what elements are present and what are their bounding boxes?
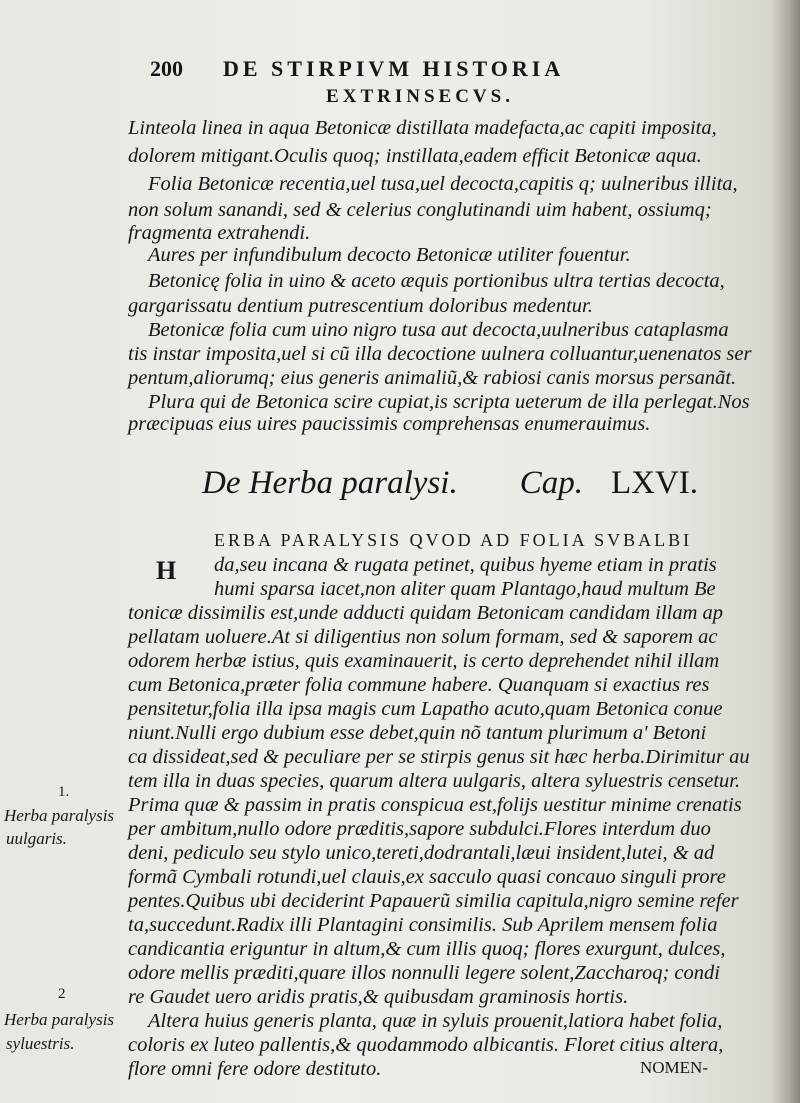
text-line: præcipuas eius uires paucissimis comprehensas enumerauimus. — [128, 413, 651, 435]
text-line: gargarissatu dentium putrescentium doloribus medentur. — [128, 295, 593, 317]
text-line: Plura qui de Betonica scire cupiat,is scripta ueterum de illa perlegat.Nos — [148, 391, 750, 413]
page-edge-shadow — [772, 0, 800, 1103]
text-line: flore omni fere odore destituto. — [128, 1058, 382, 1080]
running-head — [150, 56, 564, 82]
text-line: coloris ex luteo pallentis,& quodammodo albicantis. Floret citius altera, — [128, 1034, 724, 1056]
text-line: Aures per infundibulum decocto Betonicæ utiliter fouentur. — [148, 244, 631, 266]
text-line: pellatam uoluere.At si diligentius non solum formam, sed & saporem ac — [128, 626, 718, 648]
margin-note-number: 1. — [58, 784, 70, 800]
text-line: niunt.Nulli ergo dubium esse debet,quin nõ tantum plurimum a' Betoni — [128, 722, 707, 744]
text-line: tonicæ dissimilis est,unde adducti quidam Betonicam candidam illam ap — [128, 602, 724, 624]
margin-note-line: uulgaris. — [6, 829, 67, 848]
text-line: pentes.Quibus ubi deciderint Papauerũ similia capitula,nigro semine refer — [128, 890, 739, 912]
text-line: tis instar imposita,uel si cũ illa decoctione uulnera colluantur,uenenatos ser — [128, 343, 752, 365]
chapter-heading — [202, 465, 698, 502]
margin-note-line: Herba paralysis — [4, 1010, 115, 1029]
text-line: re Gaudet uero aridis pratis,& quibusdam graminosis hortis. — [128, 986, 629, 1008]
text-line: deni, pediculo seu stylo unico,tereti,dodrantali,læui insident,lutei, & ad — [128, 842, 715, 864]
text-line: pentum,aliorumq; eius generis animaliũ,& rabiosi canis morsus persanãt. — [128, 367, 737, 389]
margin-note-number: 2 — [58, 986, 66, 1002]
text-line: formã Cymbali rotundi,uel clauis,ex sacculo quasi concauo singuli prore — [128, 866, 726, 888]
catchword: NOMEN- — [640, 1058, 708, 1077]
text-line: Betonicæ folia cum uino nigro tusa aut decocta,uulneribus cataplasma — [148, 319, 729, 341]
text-line: Folia Betonicæ recentia,uel tusa,uel decocta,capitis q; uulneribus illita, — [148, 173, 738, 195]
text-line: candicantia eriguntur in altum,& cum illis quoq; flores exurgunt, dulces, — [128, 938, 726, 960]
opening-line: ERBA PARALYSIS QVOD AD FOLIA SVBALBI — [214, 530, 693, 550]
margin-note-line: syluestris. — [6, 1034, 75, 1053]
chapter-title: De Herba paralysi. — [202, 465, 458, 501]
text-line: ca dissideat,sed & peculiare per se stirpis genus sit hæc herba.Dirimitur au — [128, 746, 750, 768]
text-line: Prima quæ & passim in pratis conspicua est,folijs uestitur minime crenatis — [128, 794, 742, 816]
text-line: non solum sanandi, sed & celerius conglutinandi uim habent, ossiumq; — [128, 199, 712, 221]
text-line: humi sparsa iacet,non aliter quam Plantago,haud multum Be — [214, 578, 716, 600]
text-line: Altera huius generis planta, quæ in syluis prouenit,latiora habet folia, — [148, 1010, 723, 1032]
text-line: per ambitum,nullo odore præditis,sapore subdulci.Flores interdum duo — [128, 818, 711, 840]
chapter-number: LXVI. — [610, 465, 699, 501]
margin-note-line: Herba paralysis — [4, 806, 115, 825]
drop-initial: H — [156, 556, 177, 585]
running-title: DE STIRPIVM HISTORIA — [223, 56, 565, 81]
text-line: ta,succedunt.Radix illi Plantagini consimilis. Sub Aprilem mensem folia — [128, 914, 718, 936]
text-line: pensitetur,folia illa ipsa magis cum Lapatho acuto,quam Betonica conue — [128, 698, 723, 720]
text-line: fragmenta extrahendi. — [128, 222, 311, 244]
text-line: cum Betonica,præter folia commune habere. Quanquam si exactius res — [128, 674, 710, 696]
text-line: odore mellis præditi,quare illos nonnulli legere solent,Zaccharoq; condi — [128, 962, 720, 984]
text-line: da,seu incana & rugata petinet, quibus hyeme etiam in pratis — [214, 554, 717, 576]
text-line: dolorem mitigant.Oculis quoq; instillata,eadem efficit Betonicæ aqua. — [128, 145, 702, 167]
page-number: 200 — [150, 56, 183, 81]
text-line: Linteola linea in aqua Betonicæ distillata madefacta,ac capiti imposita, — [128, 117, 717, 139]
text-line: Betonicę folia in uino & aceto æquis portionibus ultra tertias decocta, — [148, 270, 725, 292]
chapter-label: Cap. — [519, 465, 583, 501]
section-title: EXTRINSECVS. — [326, 86, 514, 107]
text-line: odorem herbæ istius, quis examinauerit, is certo deprehendet nihil illam — [128, 650, 720, 672]
text-line: tem illa in duas species, quarum altera uulgaris, altera syluestris censetur. — [128, 770, 741, 792]
